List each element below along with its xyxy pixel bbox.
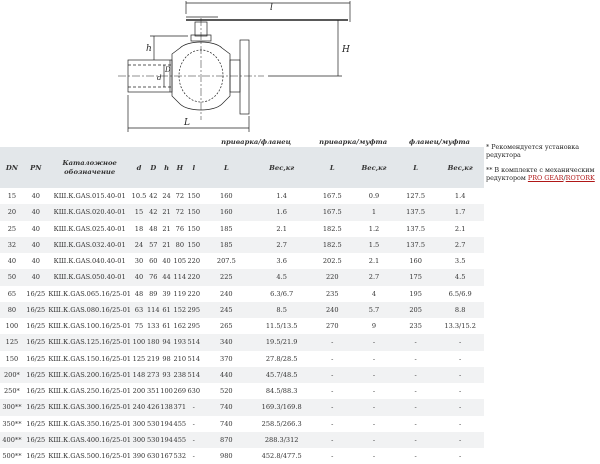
table-cell: 532 <box>173 452 187 461</box>
table-cell: 162 <box>173 322 187 331</box>
table-cell: КШ.К.GAS.040.40-01 <box>53 257 126 266</box>
table-cell: 40 <box>162 257 171 266</box>
table-cell: 16/25 <box>26 452 46 461</box>
table-cell: 32 <box>0 237 24 253</box>
table-cell: 119 <box>173 289 187 298</box>
table-cell: 250* <box>3 387 20 396</box>
table-cell: 80 <box>173 237 187 253</box>
table-cell: 452.8/477.5 <box>261 452 302 461</box>
table-cell: 21 <box>160 204 173 220</box>
table-cell: 288.3/312 <box>252 432 311 448</box>
label-L: L <box>184 118 190 128</box>
table-cell: 390 <box>132 452 146 461</box>
table-cell: КШ.К.GAS.400.16/25-01 <box>48 432 132 448</box>
table-row <box>0 432 484 448</box>
table-cell: 16/25 <box>24 302 48 318</box>
table-cell: 2.1 <box>276 224 287 233</box>
table-cell: 185 <box>201 237 252 253</box>
label-D: D <box>165 66 171 74</box>
table-cell: 207.5 <box>216 257 236 266</box>
table-cell: 57 <box>146 237 160 253</box>
table-cell: 182.5 <box>311 237 353 253</box>
table-cell: - <box>459 354 462 363</box>
table-cell: 200* <box>0 367 24 383</box>
table-cell: - <box>311 399 353 415</box>
table-cell: 300 <box>132 419 146 428</box>
table-cell: 340 <box>201 334 252 350</box>
group-weld-coupling: приварка/муфта <box>319 138 388 146</box>
table-cell: - <box>395 334 436 350</box>
table-cell: 93 <box>160 367 173 383</box>
table-cell: 295 <box>187 302 201 318</box>
table-cell: - <box>436 399 484 415</box>
table-cell: 150 <box>5 354 19 363</box>
table-cell: 16/25 <box>26 322 46 331</box>
table-cell: 180 <box>146 334 160 350</box>
table-cell: 514 <box>187 354 201 363</box>
table-cell: 15 <box>7 192 17 201</box>
table-cell: 16/25 <box>24 399 48 415</box>
table-cell: 16/25 <box>26 354 46 363</box>
table-cell: 133 <box>146 322 160 331</box>
table-cell: 16/25 <box>24 432 48 448</box>
table-cell: 220 <box>187 289 201 298</box>
table-cell: - <box>459 452 462 461</box>
col-H: H <box>173 147 187 188</box>
label-d: d <box>157 74 162 82</box>
table-cell: 4.5 <box>252 269 311 285</box>
pro-gear-link[interactable]: PRO GEAR <box>527 173 564 182</box>
table-cell: 194 <box>160 432 173 448</box>
table-cell: - <box>459 387 462 396</box>
table-cell: 426 <box>146 399 160 415</box>
table-cell: КШ.К.GAS.100.16/25-01 <box>48 322 131 331</box>
table-cell: 3.6 <box>276 257 287 266</box>
col-L-weld-flange: L <box>201 147 252 188</box>
table-row <box>0 448 484 464</box>
table-cell: - <box>436 432 484 448</box>
table-cell: 2.1 <box>454 224 466 233</box>
label-l: l <box>270 3 273 13</box>
table-cell: - <box>331 354 334 363</box>
footnote-mechanical-reducer <box>486 166 600 183</box>
table-cell: - <box>395 432 436 448</box>
table-cell: 44 <box>160 269 173 285</box>
table-cell: 225 <box>201 269 252 285</box>
table-cell: 5.7 <box>353 302 395 318</box>
col-dn: DN <box>0 147 24 188</box>
table-cell: 258.5/266.3 <box>261 419 302 428</box>
table-cell: - <box>395 367 436 383</box>
table-cell: 24 <box>132 237 147 253</box>
table-cell: 1.4 <box>276 192 287 201</box>
table-cell: - <box>436 334 484 350</box>
table-cell: 185 <box>220 224 233 233</box>
col-weight-weld-flange: Вес,кг <box>252 147 311 188</box>
table-cell: - <box>353 399 395 415</box>
col-L-flange-coupling: L <box>395 147 436 188</box>
col-l: l <box>187 147 201 188</box>
table-cell: - <box>372 419 376 428</box>
table-cell: 2.7 <box>436 237 484 253</box>
table-cell: 84.5/88.3 <box>265 387 298 396</box>
table-cell: - <box>311 367 353 383</box>
table-row <box>0 383 484 399</box>
table-cell: 455 <box>173 432 187 448</box>
table-cell: 870 <box>201 432 252 448</box>
table-cell: КШ.К.GAS.080.16/25-01 <box>48 302 132 318</box>
table-cell: КШ.К.GAS.350.16/25-01 <box>48 419 131 428</box>
table-cell: 1.4 <box>454 192 466 201</box>
table-cell: 371 <box>173 399 187 415</box>
table-cell: КШ.К.GAS.150.16/25-01 <box>48 354 131 363</box>
table-cell: 18 <box>134 224 144 233</box>
table-cell: 125 <box>132 354 146 363</box>
table-cell: 25 <box>7 224 17 233</box>
table-cell: - <box>192 452 195 461</box>
col-pn: PN <box>24 147 48 188</box>
table-cell: 114 <box>146 302 160 318</box>
table-cell: 60 <box>149 257 158 266</box>
table-cell: 100 <box>5 322 19 331</box>
table-row <box>0 302 484 318</box>
table-cell: 76 <box>146 269 160 285</box>
table-cell: 295 <box>187 322 201 331</box>
table-cell: 1.5 <box>353 237 395 253</box>
table-row <box>0 351 484 367</box>
table-cell: 300** <box>0 399 24 415</box>
table-cell: - <box>353 334 395 350</box>
table-cell: КШ.К.GAS.125.16/25-01 <box>48 334 132 350</box>
rotork-link[interactable]: ROTORK <box>565 173 595 182</box>
table-cell: 105 <box>173 257 187 266</box>
table-cell: 100 <box>160 387 173 396</box>
table-cell: 238 <box>173 367 187 383</box>
table-cell: 89 <box>149 289 158 298</box>
table-cell: 400** <box>0 432 24 448</box>
label-H: H <box>342 45 350 55</box>
table-cell: 265 <box>220 322 233 331</box>
table-cell: КШ.К.GAS.065.16/25-01 <box>48 289 131 298</box>
table-cell: 273 <box>146 367 160 383</box>
table-cell: 150 <box>187 204 201 220</box>
table-cell: - <box>372 354 376 363</box>
label-h: h <box>146 44 152 54</box>
table-cell: - <box>311 334 353 350</box>
table-cell: 160 <box>220 192 233 201</box>
table-cell: 16/25 <box>26 387 46 396</box>
table-cell: КШ.К.GAS.050.40-01 <box>48 269 132 285</box>
table-cell: 3.5 <box>454 257 466 266</box>
table-cell: - <box>414 452 417 461</box>
table-cell: 21 <box>162 224 171 233</box>
table-cell: 630 <box>146 452 160 461</box>
table-cell: 11.5/13.5 <box>265 322 298 331</box>
table-cell: 6.3/6.7 <box>270 289 294 298</box>
table-cell: 440 <box>201 367 252 383</box>
table-cell: 76 <box>175 224 185 233</box>
table-cell: 520 <box>220 387 233 396</box>
table-cell: 210 <box>173 354 187 363</box>
table-cell: 4.5 <box>436 269 484 285</box>
table-cell: 137.5 <box>395 204 436 220</box>
table-cell: 137.5 <box>395 237 436 253</box>
table-cell: 1.2 <box>368 224 380 233</box>
table-cell: 40 <box>132 269 147 285</box>
table-cell: КШ.К.GAS.200.16/25-01 <box>48 367 132 383</box>
table-cell: 65 <box>7 289 17 298</box>
table-cell: 40 <box>31 257 40 266</box>
table-cell: 150 <box>187 224 201 233</box>
table-cell: 530 <box>146 432 160 448</box>
table-cell: - <box>395 399 436 415</box>
table-cell: 114 <box>173 269 187 285</box>
table-cell: 48 <box>134 289 144 298</box>
table-row <box>0 237 484 253</box>
table-row <box>0 221 484 237</box>
table-cell: 167.5 <box>322 192 342 201</box>
table-cell: 1.6 <box>252 204 311 220</box>
table-row <box>0 416 484 432</box>
table-cell: 21 <box>160 237 173 253</box>
table-cell: КШ.К.GAS.032.40-01 <box>48 237 132 253</box>
table-cell: 20 <box>0 204 24 220</box>
table-cell: 220 <box>187 257 201 266</box>
table-cell: 182.5 <box>322 224 342 233</box>
table-cell: 455 <box>173 419 187 428</box>
table-cell: 127.5 <box>406 192 426 201</box>
table-cell: 193 <box>173 334 187 350</box>
table-cell: 1 <box>353 204 395 220</box>
table-cell: 45.7/48.5 <box>252 367 311 383</box>
table-cell: 80 <box>0 302 24 318</box>
table-cell: 39 <box>162 289 171 298</box>
table-cell: КШ.К.GAS.250.16/25-01 <box>48 387 131 396</box>
group-header-row <box>0 137 484 147</box>
table-cell: 220 <box>311 269 353 285</box>
table-cell: КШ.К.GAS.020.40-01 <box>48 204 132 220</box>
table-cell: 152 <box>173 302 187 318</box>
table-cell: - <box>331 419 334 428</box>
table-cell: 16/25 <box>26 419 46 428</box>
footnotes <box>486 143 600 188</box>
table-cell: 13.3/15.2 <box>444 322 476 331</box>
table-cell: 169.3/169.8 <box>252 399 311 415</box>
table-cell: - <box>372 452 376 461</box>
table-cell: 300 <box>132 432 147 448</box>
table-cell: 63 <box>132 302 147 318</box>
table-cell: 160 <box>201 204 252 220</box>
table-cell: - <box>414 419 417 428</box>
table-cell: 0.9 <box>368 192 380 201</box>
table-cell: 2.7 <box>252 237 311 253</box>
table-cell: - <box>436 367 484 383</box>
table-row <box>0 318 484 334</box>
table-row <box>0 253 484 269</box>
table-cell: 138 <box>160 399 173 415</box>
table-cell: 125 <box>0 334 24 350</box>
table-cell: - <box>414 387 417 396</box>
table-cell: 150 <box>187 237 201 253</box>
table-cell: 245 <box>201 302 252 318</box>
table-cell: 27.8/28.5 <box>265 354 298 363</box>
table-cell: 40 <box>24 237 48 253</box>
table-cell: 148 <box>132 367 147 383</box>
spec-table <box>0 137 484 464</box>
table-cell: 175 <box>395 269 436 285</box>
table-cell: 8.5 <box>252 302 311 318</box>
table-cell: 72 <box>173 204 187 220</box>
table-row <box>0 204 484 220</box>
table-cell: - <box>192 419 195 428</box>
table-cell: 6.5/6.9 <box>448 289 472 298</box>
col-L-weld-coupling: L <box>311 147 353 188</box>
table-cell: 16/25 <box>24 367 48 383</box>
col-d: d <box>132 147 147 188</box>
table-cell: 150 <box>187 192 201 201</box>
table-cell: КШ.К.GAS.300.16/25-01 <box>48 399 132 415</box>
table-cell: 240 <box>132 399 147 415</box>
table-cell: - <box>353 367 395 383</box>
table-cell: КШ.К.GAS.025.40-01 <box>53 224 126 233</box>
table-row <box>0 334 484 350</box>
table-row <box>0 188 484 204</box>
table-cell: 514 <box>187 367 201 383</box>
table-cell: 160 <box>409 257 422 266</box>
table-cell: 15 <box>132 204 147 220</box>
table-cell: 630 <box>187 387 201 396</box>
table-cell: 137.5 <box>406 224 426 233</box>
table-cell: 40 <box>24 204 48 220</box>
table-cell: - <box>331 452 334 461</box>
table-cell: 100 <box>132 334 147 350</box>
table-cell: 167 <box>160 452 173 461</box>
table-cell: 205 <box>395 302 436 318</box>
column-header-row <box>0 147 484 188</box>
table-row <box>0 399 484 415</box>
col-h: h <box>160 147 173 188</box>
table-cell: - <box>459 419 462 428</box>
table-cell: - <box>187 432 201 448</box>
table-cell: 269 <box>173 387 187 396</box>
table-cell: 10.5 <box>131 192 147 201</box>
table-cell: 61 <box>162 322 171 331</box>
table-cell: 350** <box>2 419 22 428</box>
table-cell: 514 <box>187 334 201 350</box>
table-cell: 202.5 <box>322 257 342 266</box>
table-cell: 220 <box>187 269 201 285</box>
table-cell: 16/25 <box>24 334 48 350</box>
table-cell: 40 <box>31 224 40 233</box>
table-cell: 40 <box>7 257 17 266</box>
table-cell: 240 <box>220 289 233 298</box>
table-cell: 740 <box>220 419 233 428</box>
table-cell: - <box>331 387 334 396</box>
table-cell: 50 <box>0 269 24 285</box>
table-cell: 24 <box>162 192 171 201</box>
table-cell: 219 <box>146 354 160 363</box>
table-cell: КШ.К.GAS.015.40-01 <box>53 192 126 201</box>
table-cell: 4 <box>371 289 377 298</box>
footnote-text: ** В комплекте с механическим редуктором <box>486 165 595 182</box>
col-D: D <box>146 147 160 188</box>
table-cell: - <box>414 354 417 363</box>
footnote-reducer-recommended: * Рекомендуется установка редуктора <box>486 143 580 160</box>
col-weight-flange-coupling: Вес,кг <box>436 147 484 188</box>
table-cell: 42 <box>146 204 160 220</box>
table-cell: 9 <box>371 322 377 331</box>
table-cell: 19.5/21.9 <box>252 334 311 350</box>
table-cell: 194 <box>160 419 173 428</box>
table-cell: 2.7 <box>353 269 395 285</box>
table-row <box>0 269 484 285</box>
table-cell: - <box>353 432 395 448</box>
table-cell: 530 <box>146 419 160 428</box>
group-weld-flange: приварка/фланец <box>221 138 292 146</box>
table-row <box>0 286 484 302</box>
table-cell: 48 <box>149 224 158 233</box>
table-cell: - <box>187 399 201 415</box>
table-cell: 75 <box>134 322 144 331</box>
table-cell: 240 <box>311 302 353 318</box>
table-cell: 235 <box>325 289 339 298</box>
table-cell: 270 <box>325 322 339 331</box>
table-cell: 500** <box>2 452 22 461</box>
table-cell: 30 <box>134 257 144 266</box>
table-cell: 40 <box>24 269 48 285</box>
table-cell: КШ.К.GAS.500.16/25-01 <box>48 452 131 461</box>
table-cell: 167.5 <box>311 204 353 220</box>
table-cell: 740 <box>201 399 252 415</box>
table-cell: 61 <box>160 302 173 318</box>
link-separator: / <box>563 173 566 182</box>
valve-drawing <box>118 0 358 135</box>
table-cell: 980 <box>220 452 233 461</box>
table-cell: 72 <box>175 192 185 201</box>
table-cell: 2.1 <box>368 257 380 266</box>
table-cell: 235 <box>409 322 422 331</box>
col-catalog: Каталожное обозначение <box>48 147 132 188</box>
table-cell: 351 <box>146 387 160 396</box>
table-cell: 42 <box>149 192 158 201</box>
table-cell: - <box>372 387 376 396</box>
table-cell: 16/25 <box>26 289 46 298</box>
table-cell: 200 <box>132 387 146 396</box>
table-cell: 94 <box>160 334 173 350</box>
col-weight-weld-coupling: Вес,кг <box>353 147 395 188</box>
group-flange-coupling: фланец/муфта <box>408 138 470 146</box>
table-cell: 40 <box>31 192 40 201</box>
table-cell: 98 <box>162 354 171 363</box>
table-row <box>0 367 484 383</box>
table-cell: - <box>311 432 353 448</box>
table-cell: 370 <box>220 354 233 363</box>
table-cell: 1.7 <box>436 204 484 220</box>
table-cell: 8.8 <box>436 302 484 318</box>
table-cell: 195 <box>409 289 422 298</box>
